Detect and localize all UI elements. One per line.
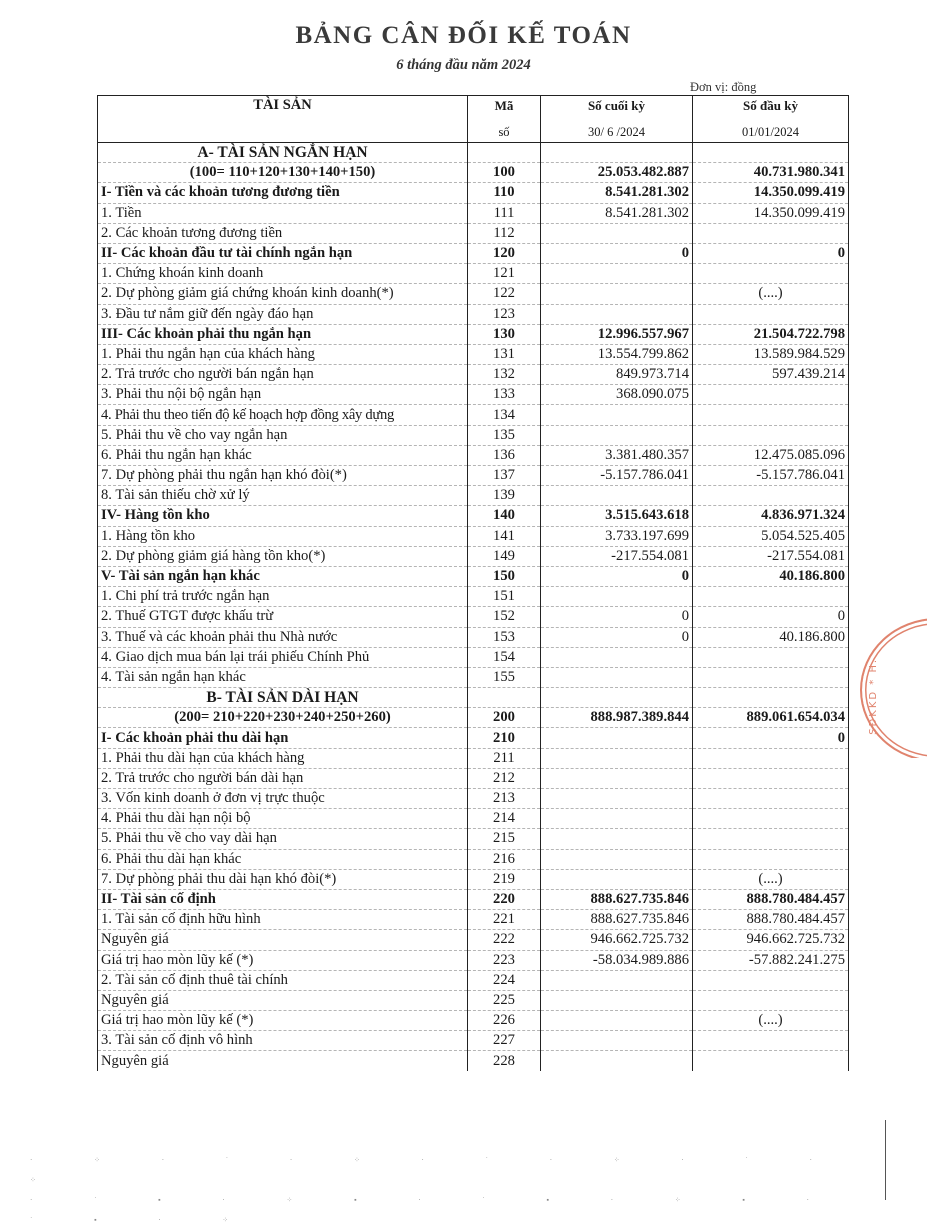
row-end-value: 888.987.389.844 [541,708,693,728]
row-begin-value [693,425,849,445]
row-begin-value: 40.731.980.341 [693,163,849,183]
table-row [98,748,849,768]
table-row [98,284,849,304]
row-label: 2. Trả trước cho người bán ngắn hạn [98,365,468,385]
row-code: 226 [468,1011,541,1031]
row-end-value [541,869,693,889]
row-begin-value [693,809,849,829]
row-begin-value [693,143,849,163]
row-end-value [541,1011,693,1031]
row-begin-value [693,405,849,425]
row-code: 137 [468,466,541,486]
table-row [98,587,849,607]
table-row [98,647,849,667]
row-begin-value: -217.554.081 [693,546,849,566]
table-row [98,889,849,909]
header-end-period: Số cuối kỳ 30/ 6 /2024 [541,96,693,143]
row-label: Giá trị hao mòn lũy kế (*) [98,950,468,970]
row-code: 121 [468,264,541,284]
row-label: 7. Dự phòng phải thu dài hạn khó đòi(*) [98,869,468,889]
table-row [98,627,849,647]
table-row [98,203,849,223]
row-begin-value: 14.350.099.419 [693,183,849,203]
table-row [98,688,849,708]
row-end-value [541,587,693,607]
table-row [98,789,849,809]
table-row [98,708,849,728]
row-end-value: 0 [541,627,693,647]
row-begin-value: 0 [693,607,849,627]
row-label: 3. Tài sản cố định vô hình [98,1031,468,1051]
table-row [98,970,849,990]
row-end-value: 13.554.799.862 [541,344,693,364]
table-row [98,324,849,344]
row-end-value [541,304,693,324]
row-begin-value [693,748,849,768]
row-code: 135 [468,425,541,445]
row-end-value [541,990,693,1010]
row-label: 2. Dự phòng giảm giá chứng khoán kinh doanh(*) [98,284,468,304]
row-end-value: 25.053.482.887 [541,163,693,183]
row-end-value: 0 [541,243,693,263]
row-label: 5. Phải thu về cho vay dài hạn [98,829,468,849]
row-end-value: -5.157.786.041 [541,466,693,486]
row-end-value [541,789,693,809]
row-end-value [541,223,693,243]
table-row [98,163,849,183]
row-begin-value [693,1051,849,1071]
row-begin-value [693,486,849,506]
row-begin-value [693,688,849,708]
row-label: 4. Giao dịch mua bán lại trái phiếu Chính Phủ [98,647,468,667]
balance-sheet-table [97,95,849,1071]
scan-noise: · ⁘ · ˙ · ⁘ · ˙ · ⁘ · ˙ · ⁘ · ˙ ▪ · ⁘ ▪ · ˙ ▪ · ⁘ ▪ · ˙ ▪ · ⁘ [30,1156,842,1224]
row-end-value [541,143,693,163]
table-row [98,183,849,203]
row-label: 4. Phải thu theo tiến độ kế hoạch hợp đồng xây dựng [98,405,468,425]
table-row [98,223,849,243]
row-code: 227 [468,1031,541,1051]
table-row [98,143,849,163]
row-code: 122 [468,284,541,304]
row-code: 152 [468,607,541,627]
row-begin-value: 4.836.971.324 [693,506,849,526]
row-label: 1. Tài sản cố định hữu hình [98,910,468,930]
table-row [98,667,849,687]
row-label: 8. Tài sản thiếu chờ xử lý [98,486,468,506]
table-row [98,1051,849,1071]
row-end-value [541,405,693,425]
row-code: 134 [468,405,541,425]
row-code: 139 [468,486,541,506]
row-label: 2. Tài sản cố định thuê tài chính [98,970,468,990]
row-begin-value [693,223,849,243]
table-row [98,1011,849,1031]
row-code: 153 [468,627,541,647]
row-end-value: -58.034.989.886 [541,950,693,970]
row-code [468,688,541,708]
row-end-value [541,486,693,506]
row-code: 228 [468,1051,541,1071]
row-begin-value: 14.350.099.419 [693,203,849,223]
row-begin-value [693,304,849,324]
table-row [98,466,849,486]
row-begin-value [693,849,849,869]
row-begin-value: 889.061.654.034 [693,708,849,728]
row-label: 1. Phải thu ngắn hạn của khách hàng [98,344,468,364]
row-end-value [541,667,693,687]
table-row [98,829,849,849]
table-row [98,405,849,425]
row-label: Nguyên giá [98,930,468,950]
row-end-value: 0 [541,566,693,586]
row-label: 7. Dự phòng phải thu ngắn hạn khó đòi(*) [98,466,468,486]
row-begin-value [693,264,849,284]
row-begin-value [693,829,849,849]
row-label: 3. Phải thu nội bộ ngắn hạn [98,385,468,405]
row-end-value [541,970,693,990]
row-begin-value: 21.504.722.798 [693,324,849,344]
row-code: 214 [468,809,541,829]
row-code: 221 [468,910,541,930]
row-label: (100= 110+120+130+140+150) [98,163,468,183]
row-label: Nguyên giá [98,1051,468,1071]
row-code: 154 [468,647,541,667]
row-label: Nguyên giá [98,990,468,1010]
row-label: V- Tài sản ngắn hạn khác [98,566,468,586]
row-code: 210 [468,728,541,748]
row-label: III- Các khoản phải thu ngắn hạn [98,324,468,344]
table-row [98,304,849,324]
row-end-value [541,1051,693,1071]
row-end-value: 946.662.725.732 [541,930,693,950]
header-asset: TÀI SẢN [98,96,468,143]
row-end-value: 8.541.281.302 [541,183,693,203]
row-end-value: 849.973.714 [541,365,693,385]
row-label: 2. Thuế GTGT được khấu trừ [98,607,468,627]
row-end-value [541,829,693,849]
row-begin-value [693,1031,849,1051]
row-code: 151 [468,587,541,607]
row-code: 155 [468,667,541,687]
row-begin-value: 5.054.525.405 [693,526,849,546]
row-begin-value [693,385,849,405]
row-begin-value: -57.882.241.275 [693,950,849,970]
row-code: 220 [468,889,541,909]
row-label: I- Các khoản phải thu dài hạn [98,728,468,748]
table-row [98,950,849,970]
row-end-value: 888.627.735.846 [541,889,693,909]
row-begin-value: -5.157.786.041 [693,466,849,486]
row-begin-value: (....) [693,284,849,304]
table-header-row [98,96,849,143]
row-code: 213 [468,789,541,809]
document-title: BẢNG CÂN ĐỐI KẾ TOÁN [295,22,632,49]
row-label: 4. Tài sản ngắn hạn khác [98,667,468,687]
table-row [98,445,849,465]
row-code: 120 [468,243,541,263]
row-code: 133 [468,385,541,405]
row-code: 100 [468,163,541,183]
row-code: 222 [468,930,541,950]
company-seal-stamp [848,618,927,758]
row-code: 111 [468,203,541,223]
row-begin-value [693,587,849,607]
row-label: 1. Chi phí trả trước ngắn hạn [98,587,468,607]
row-begin-value: (....) [693,1011,849,1031]
row-code: 140 [468,506,541,526]
row-label: 1. Phải thu dài hạn của khách hàng [98,748,468,768]
row-label: 1. Tiền [98,203,468,223]
header-code: Mã số [468,96,541,143]
row-end-value: 3.381.480.357 [541,445,693,465]
table-row [98,728,849,748]
row-label: 1. Hàng tồn kho [98,526,468,546]
row-end-value [541,849,693,869]
row-label: IV- Hàng tồn kho [98,506,468,526]
row-label: (200= 210+220+230+240+250+260) [98,708,468,728]
row-begin-value: 888.780.484.457 [693,910,849,930]
table-row [98,425,849,445]
row-begin-value: 12.475.085.096 [693,445,849,465]
row-end-value [541,748,693,768]
row-begin-value: 40.186.800 [693,627,849,647]
row-code: 149 [468,546,541,566]
row-label: 3. Đầu tư nắm giữ đến ngày đáo hạn [98,304,468,324]
currency-unit: Đơn vị: đồng [690,80,757,94]
stamp-text: SĐKKD * H. [868,658,879,735]
row-code: 216 [468,849,541,869]
row-end-value [541,284,693,304]
row-label: I- Tiền và các khoản tương đương tiền [98,183,468,203]
table-row [98,385,849,405]
row-label: 2. Các khoản tương đương tiền [98,223,468,243]
row-begin-value: 0 [693,728,849,748]
table-row [98,910,849,930]
table-row [98,869,849,889]
row-code: 225 [468,990,541,1010]
row-end-value [541,768,693,788]
document-subtitle: 6 tháng đầu năm 2024 [396,57,531,73]
row-code: 224 [468,970,541,990]
table-row [98,990,849,1010]
row-end-value [541,728,693,748]
row-begin-value: (....) [693,869,849,889]
table-row [98,849,849,869]
row-label: 4. Phải thu dài hạn nội bộ [98,809,468,829]
row-code: 219 [468,869,541,889]
row-code: 212 [468,768,541,788]
row-code: 223 [468,950,541,970]
row-end-value [541,264,693,284]
row-label: B- TÀI SẢN DÀI HẠN [98,688,468,708]
row-label: A- TÀI SẢN NGẮN HẠN [98,143,468,163]
row-code: 150 [468,566,541,586]
row-label: 3. Thuế và các khoản phải thu Nhà nước [98,627,468,647]
row-code: 141 [468,526,541,546]
row-label: 6. Phải thu dài hạn khác [98,849,468,869]
row-code: 131 [468,344,541,364]
table-row [98,768,849,788]
row-label: II- Tài sản cố định [98,889,468,909]
row-begin-value: 13.589.984.529 [693,344,849,364]
row-code: 136 [468,445,541,465]
row-begin-value: 0 [693,243,849,263]
table-row [98,566,849,586]
row-begin-value: 40.186.800 [693,566,849,586]
row-end-value: 8.541.281.302 [541,203,693,223]
row-end-value [541,809,693,829]
row-label: Giá trị hao mòn lũy kế (*) [98,1011,468,1031]
row-label: II- Các khoản đầu tư tài chính ngắn hạn [98,243,468,263]
row-begin-value: 888.780.484.457 [693,889,849,909]
row-code: 110 [468,183,541,203]
table-row [98,546,849,566]
row-label: 2. Trả trước cho người bán dài hạn [98,768,468,788]
table-row [98,809,849,829]
row-begin-value [693,667,849,687]
row-code: 132 [468,365,541,385]
row-end-value [541,1031,693,1051]
table-row [98,930,849,950]
table-row [98,365,849,385]
row-end-value: 0 [541,607,693,627]
table-row [98,243,849,263]
row-label: 6. Phải thu ngắn hạn khác [98,445,468,465]
row-label: 3. Vốn kinh doanh ở đơn vị trực thuộc [98,789,468,809]
row-begin-value: 946.662.725.732 [693,930,849,950]
row-label: 2. Dự phòng giảm giá hàng tồn kho(*) [98,546,468,566]
table-row [98,486,849,506]
table-row [98,506,849,526]
row-end-value: 3.515.643.618 [541,506,693,526]
row-label: 1. Chứng khoán kinh doanh [98,264,468,284]
row-code: 130 [468,324,541,344]
row-code: 200 [468,708,541,728]
row-end-value: 368.090.075 [541,385,693,405]
table-row [98,1031,849,1051]
row-end-value [541,425,693,445]
row-begin-value [693,970,849,990]
row-end-value [541,647,693,667]
row-code: 112 [468,223,541,243]
row-end-value: 12.996.557.967 [541,324,693,344]
row-code: 215 [468,829,541,849]
header-begin-period: Số đầu kỳ 01/01/2024 [693,96,849,143]
page-edge-line [885,1120,886,1200]
row-begin-value [693,647,849,667]
row-begin-value [693,789,849,809]
table-row [98,264,849,284]
row-end-value: 888.627.735.846 [541,910,693,930]
row-label: 5. Phải thu về cho vay ngắn hạn [98,425,468,445]
row-begin-value: 597.439.214 [693,365,849,385]
row-end-value: 3.733.197.699 [541,526,693,546]
row-code: 123 [468,304,541,324]
row-code [468,143,541,163]
row-begin-value [693,768,849,788]
table-row [98,526,849,546]
row-code: 211 [468,748,541,768]
table-row [98,344,849,364]
row-end-value [541,688,693,708]
row-begin-value [693,990,849,1010]
row-end-value: -217.554.081 [541,546,693,566]
table-row [98,607,849,627]
